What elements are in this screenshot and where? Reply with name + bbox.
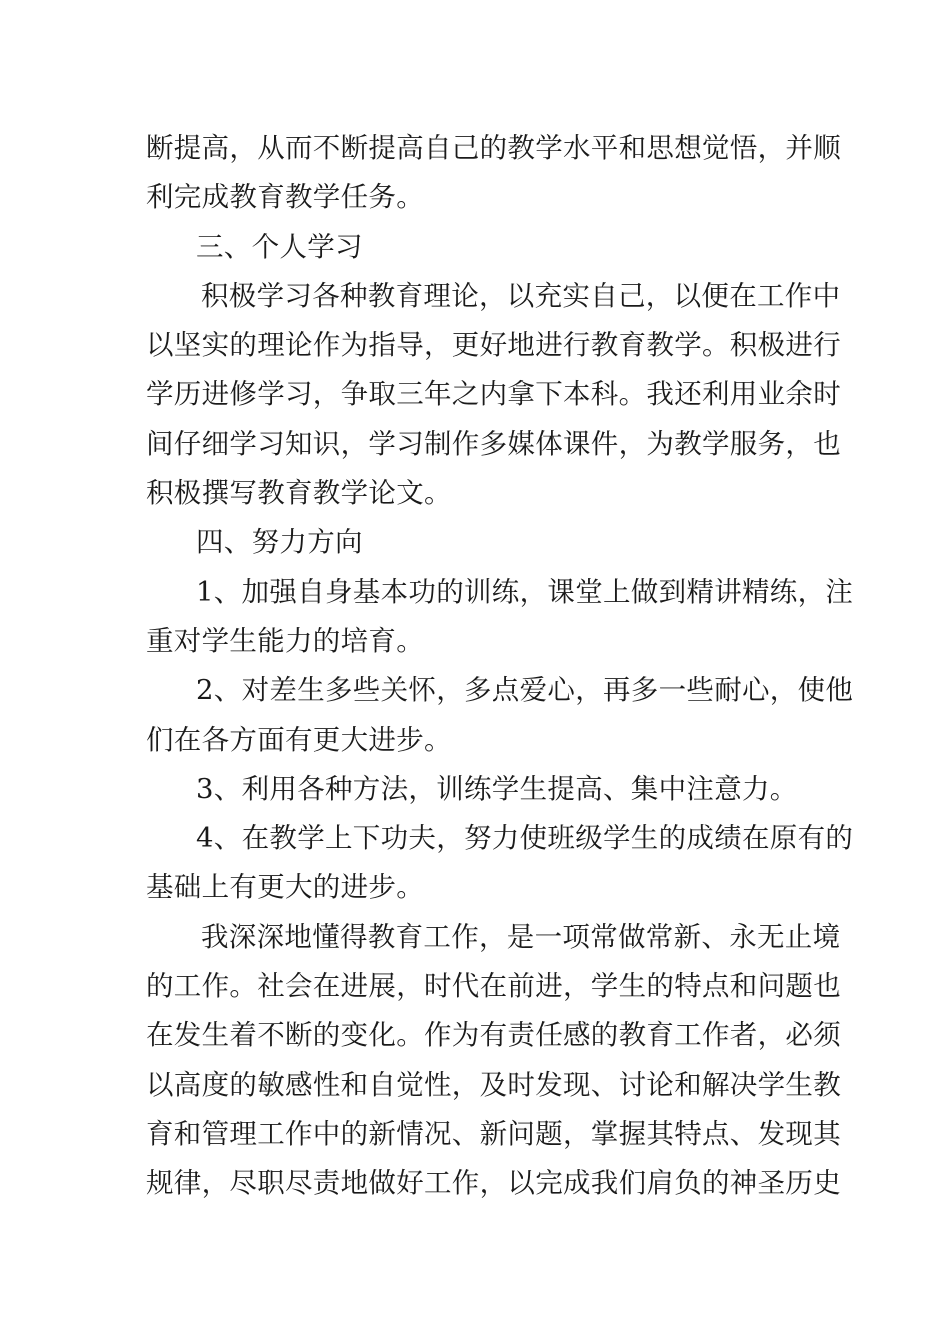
- text-line-20: 以高度的敏感性和自觉性，及时发现、讨论和解决学生教: [146, 1068, 841, 1101]
- list-item-1: 1、加强自身基本功的训练，课堂上做到精讲精练，注: [196, 575, 854, 608]
- text-line-7: 间仔细学习知识，学习制作多媒体课件，为教学服务，也: [146, 427, 841, 460]
- list-item-2-continued: 们在各方面有更大进步。: [146, 723, 452, 756]
- list-item-3: 3、利用各种方法，训练学生提高、集中注意力。: [196, 772, 798, 805]
- list-item-4: 4、在教学上下功夫，努力使班级学生的成绩在原有的: [196, 822, 854, 855]
- text-line-1: 断提高，从而不断提高自己的教学水平和思想觉悟，并顺: [146, 132, 841, 164]
- section-heading-direction: 四、努力方向: [196, 526, 363, 559]
- text-line-17: 我深深地懂得教育工作，是一项常做常新、永无止境: [201, 920, 841, 953]
- body-text: [146, 124, 854, 1209]
- text-line-6: 学历进修学习，争取三年之内拿下本科。我还利用业余时: [146, 378, 841, 411]
- text-line-2: 利完成教育教学任务。: [146, 181, 424, 214]
- section-heading-personal-study: 三、个人学习: [196, 230, 363, 263]
- text-line-19: 在发生着不断的变化。作为有责任感的教育工作者，必须: [146, 1019, 841, 1052]
- text-line-22: 规律，尽职尽责地做好工作，以完成我们肩负的神圣历史: [146, 1167, 841, 1200]
- text-line-4: 积极学习各种教育理论，以充实自己，以便在工作中: [201, 279, 841, 312]
- list-item-1-continued: 重对学生能力的培育。: [146, 624, 424, 657]
- text-line-5: 以坚实的理论作为指导，更好地进行教育教学。积极进行: [146, 329, 841, 362]
- list-item-4-continued: 基础上有更大的进步。: [146, 871, 424, 904]
- text-line-18: 的工作。社会在进展，时代在前进，学生的特点和问题也: [146, 970, 841, 1003]
- text-line-21: 育和管理工作中的新情况、新问题，掌握其特点、发现其: [146, 1117, 841, 1150]
- list-item-2: 2、对差生多些关怀，多点爱心，再多一些耐心，使他: [196, 674, 854, 707]
- text-line-8: 积极撰写教育教学论文。: [146, 477, 452, 510]
